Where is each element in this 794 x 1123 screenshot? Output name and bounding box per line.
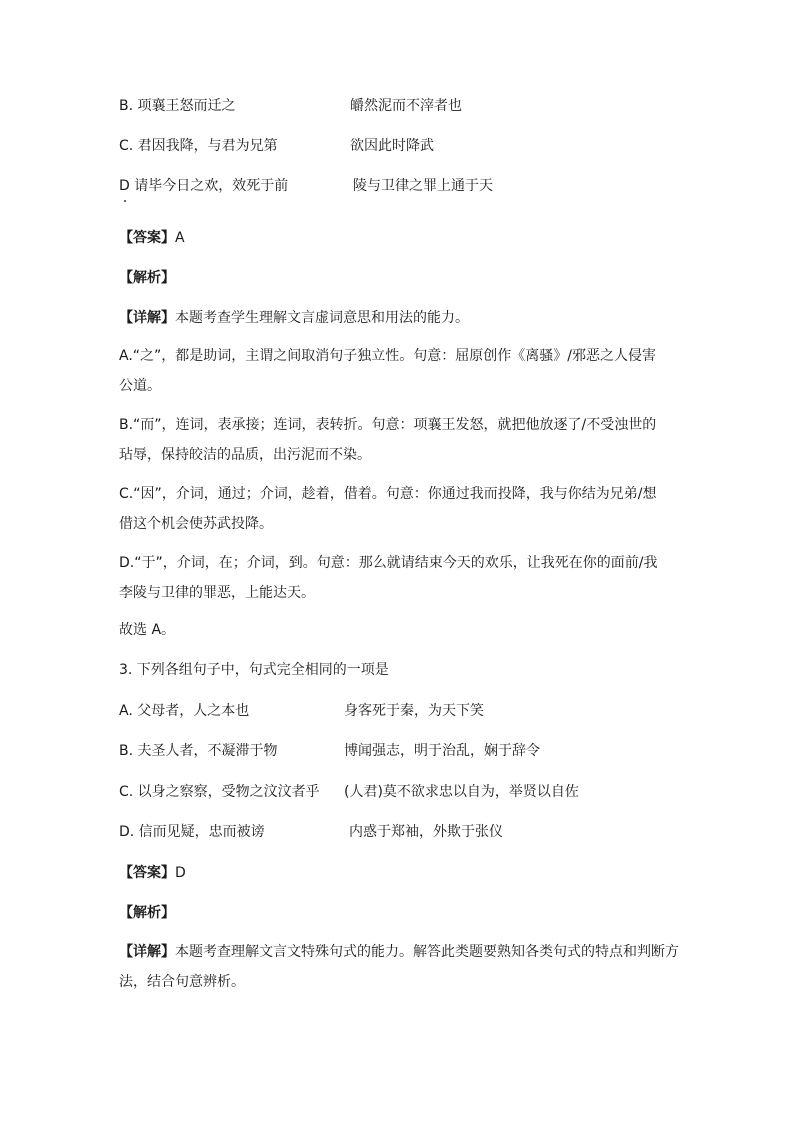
q2-option-b-left: B. 项襄王怒而迁之 xyxy=(119,98,236,114)
q2-explanation-a xyxy=(119,341,679,401)
q3-option-c xyxy=(119,783,579,801)
q3-detail-line1 xyxy=(119,937,679,967)
q2-explanation-b-line2: 玷辱，保持皎洁的品质，出污泥而不染。 xyxy=(119,447,371,463)
q3-option-b xyxy=(119,742,540,760)
q2-analysis-title: 【解析】 xyxy=(119,270,175,286)
q2-explanation-d-line1: D.“于”，介词，在；介词，到。句意：那么就请结束今天的欢乐，让我死在你的面前/我 xyxy=(119,555,658,571)
q3-option-a-right: 身客死于秦，为天下笑 xyxy=(344,703,484,719)
q3-answer-label: 【答案】 xyxy=(119,865,175,881)
q3-option-d-left: D. 信而见疑，忠而被谤 xyxy=(119,824,265,840)
q3-detail-text-line1: 本题考查理解文言文特殊句式的能力。解答此类题要熟知各类句式的特点和判断方 xyxy=(175,944,679,960)
q2-explanation-c-line1: C.“因”，介词，通过；介词，趁着，借着。句意：你通过我而投降，我与你结为兄弟/想 xyxy=(119,486,657,502)
q2-answer-value: A xyxy=(175,230,185,246)
q2-explanation-b-line1: B.“而”，连词，表承接；连词，表转折。句意：项襄王发怒，就把他放逐了/不受浊世的 xyxy=(119,417,657,433)
q2-explanation-a-line1: A.“之”，都是助词，主谓之间取消句子独立性。句意：屈原创作《离骚》/邪恶之人侵害 xyxy=(119,348,657,364)
q3-option-a xyxy=(119,702,484,720)
stray-mark xyxy=(124,200,126,202)
q2-explanation-d-line2: 李陵与卫律的罪恶，上能达天。 xyxy=(119,585,315,601)
q2-option-c-right: 欲因此时降武 xyxy=(350,138,434,154)
q3-option-d-right: 内惑于郑袖，外欺于张仪 xyxy=(349,824,503,840)
q2-option-d-left: D 请毕今日之欢，效死于前 xyxy=(119,178,289,194)
q3-option-c-left: C. 以身之察察，受物之汶汶者乎 xyxy=(119,784,320,800)
q2-explanation-c-line2: 借这个机会使苏武投降。 xyxy=(119,516,273,532)
q3-analysis-title: 【解析】 xyxy=(119,905,175,921)
q2-conclusion: 故选 A。 xyxy=(119,622,176,638)
q2-option-c xyxy=(119,137,434,155)
q2-explanation-c xyxy=(119,479,679,539)
q2-explanation-b xyxy=(119,410,679,470)
q3-option-b-right: 博闻强志，明于治乱，娴于辞令 xyxy=(344,743,540,759)
q3-option-b-left: B. 夫圣人者，不凝滞于物 xyxy=(119,743,278,759)
q3-detail-line2: 法，结合句意辨析。 xyxy=(119,974,245,990)
q2-option-b-right: 皭然泥而不滓者也 xyxy=(350,98,462,114)
q2-option-d xyxy=(119,177,493,195)
q3-question: 3. 下列各组句子中，句式完全相同的一项是 xyxy=(119,662,389,678)
q2-detail-text: 本题考查学生理解文言虚词意思和用法的能力。 xyxy=(175,310,469,326)
q3-answer xyxy=(119,864,186,882)
q3-option-d xyxy=(119,823,503,841)
q2-option-c-left: C. 君因我降，与君为兄第 xyxy=(119,138,278,154)
q3-detail-label: 【详解】 xyxy=(119,944,175,960)
q2-detail xyxy=(119,309,469,327)
q2-option-d-right: 陵与卫律之罪上通于天 xyxy=(353,178,493,194)
q3-answer-value: D xyxy=(175,865,186,881)
q2-explanation-a-line2: 公道。 xyxy=(119,378,161,394)
q2-answer-label: 【答案】 xyxy=(119,230,175,246)
q2-option-b xyxy=(119,97,462,115)
q3-option-a-left: A. 父母者，人之本也 xyxy=(119,703,250,719)
q3-detail xyxy=(119,937,679,997)
q3-option-c-right: (人君)莫不欲求忠以自为，举贤以自佐 xyxy=(344,784,579,800)
q2-answer xyxy=(119,229,185,247)
q2-explanation-d xyxy=(119,548,679,608)
q2-detail-label: 【详解】 xyxy=(119,310,175,326)
